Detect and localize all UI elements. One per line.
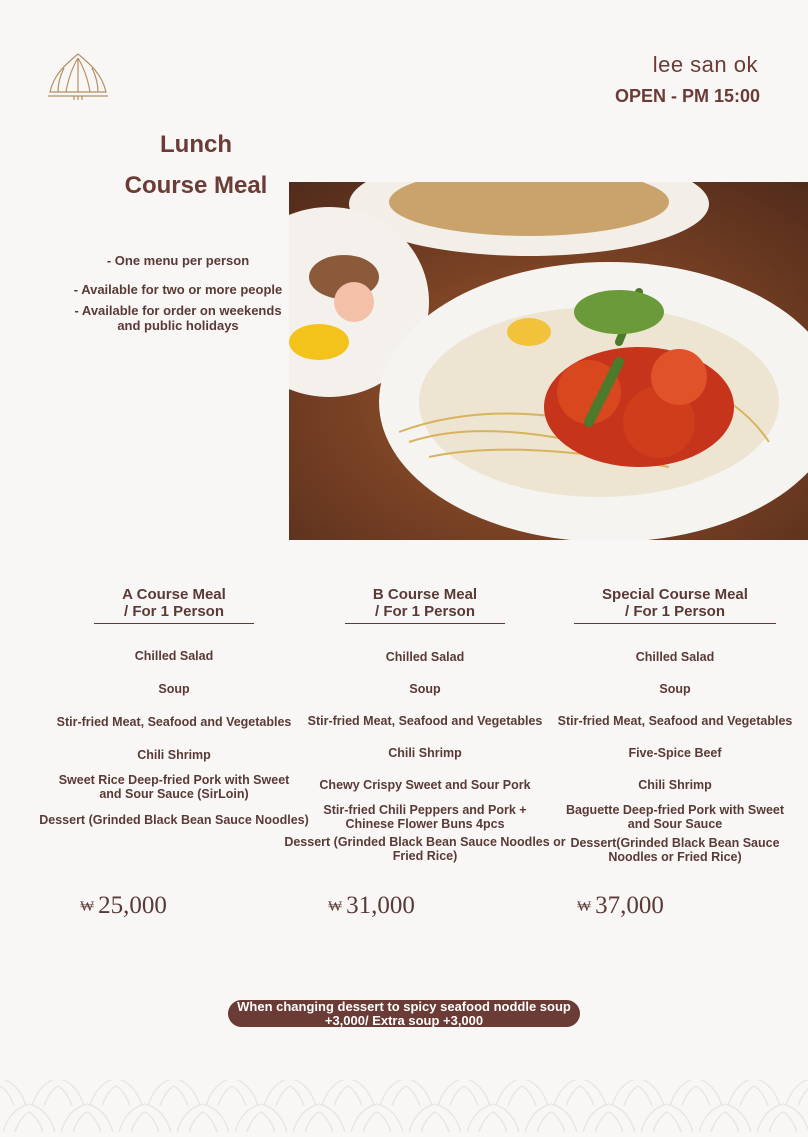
menu-item: Chilled Salad <box>134 649 214 663</box>
menu-item: Chewy Crispy Sweet and Sour Pork <box>319 778 531 792</box>
extras-note: When changing dessert to spicy seafood noddle soup +3,000/ Extra soup +3,000 <box>228 1000 580 1027</box>
menu-item: Dessert (Grinded Black Bean Sauce Noodles) <box>39 813 309 827</box>
menu-item: Chili Shrimp <box>638 778 712 792</box>
divider <box>574 623 776 624</box>
page-title-line2: Course Meal <box>124 172 268 199</box>
info-note: - One menu per person <box>106 253 250 268</box>
menu-item: Soup <box>158 682 190 696</box>
price-value: 31,000 <box>346 892 415 919</box>
price-value: 25,000 <box>98 892 167 919</box>
course-subtitle: / For 1 Person <box>374 603 476 620</box>
course-title: B Course Meal <box>372 586 478 603</box>
opening-hours: OPEN - PM 15:00 <box>614 86 760 106</box>
menu-item: Baguette Deep-fried Pork with Sweet and Sour Sauce <box>565 803 785 831</box>
page-title-line1: Lunch <box>160 131 232 158</box>
course-subtitle: / For 1 Person <box>624 603 726 620</box>
course-title: Special Course Meal <box>602 586 748 603</box>
menu-item: Chilled Salad <box>385 650 465 664</box>
currency-symbol: ₩ <box>80 899 95 915</box>
menu-item: Dessert (Grinded Black Bean Sauce Noodles or Fried Rice) <box>284 835 566 863</box>
course-subtitle: / For 1 Person <box>123 603 225 620</box>
menu-item: Sweet Rice Deep-fried Pork with Sweet and Sour Sauce (SirLoin) <box>58 773 290 801</box>
currency-symbol: ₩ <box>328 899 343 915</box>
info-note: - Available for two or more people <box>73 282 283 297</box>
course-special <box>550 586 800 864</box>
price-value: 37,000 <box>595 892 664 919</box>
menu-item: Chili Shrimp <box>388 746 462 760</box>
lotus-fan-logo-icon <box>46 52 110 102</box>
menu-item: Soup <box>409 682 441 696</box>
menu-item: Stir-fried Meat, Seafood and Vegetables <box>557 714 793 728</box>
divider <box>345 623 505 624</box>
brand-name: lee san ok <box>652 52 758 77</box>
menu-item: Five-Spice Beef <box>628 746 722 760</box>
course-title: A Course Meal <box>122 586 226 603</box>
price-special <box>577 892 664 920</box>
course-b <box>282 586 568 863</box>
decorative-lotus-pattern <box>0 1080 808 1137</box>
menu-item: Stir-fried Chili Peppers and Pork + Chinese Flower Buns 4pcs <box>323 803 527 831</box>
currency-symbol: ₩ <box>577 899 592 915</box>
info-note: - Available for order on weekends and public holidays <box>74 303 282 333</box>
menu-item: Dessert(Grinded Black Bean Sauce Noodles or Fried Rice) <box>570 836 780 864</box>
price-a <box>80 892 167 920</box>
divider <box>94 623 254 624</box>
menu-item: Stir-fried Meat, Seafood and Vegetables <box>307 714 543 728</box>
menu-item: Chili Shrimp <box>137 748 211 762</box>
course-a <box>36 586 312 827</box>
menu-item: Stir-fried Meat, Seafood and Vegetables <box>56 715 292 729</box>
menu-item: Chilled Salad <box>635 650 715 664</box>
menu-item: Soup <box>659 682 691 696</box>
food-photo <box>289 182 808 540</box>
price-b <box>328 892 415 920</box>
